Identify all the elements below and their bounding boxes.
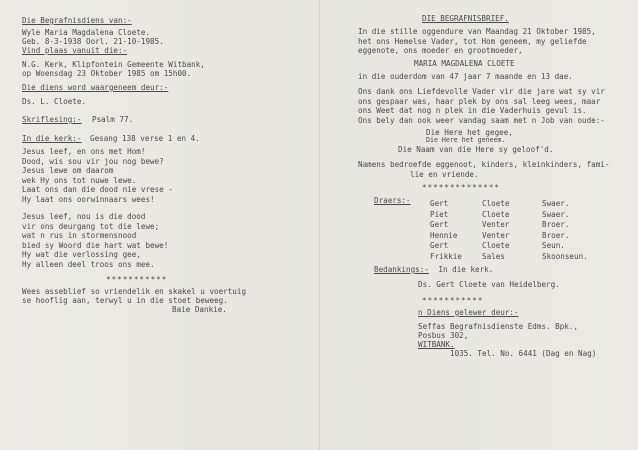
bearer-relation: Swaer. xyxy=(542,209,570,219)
table-row xyxy=(430,241,588,252)
job-line-3: Die Naam van die Here sy geloof'd. xyxy=(398,145,554,154)
verse-line: Hy laat ons oorwinnaars wees! xyxy=(22,194,155,204)
star-divider: ************** xyxy=(422,183,501,192)
bearer-relation: Swaer. xyxy=(542,199,570,208)
family-line-2: lie en vriende. xyxy=(410,170,479,179)
family-line-1: Namens bedroefde eggenoot, kinders, kleinkinders, fami- xyxy=(358,160,610,169)
paragraph-line: In die stille oggendure van Maandag 21 Oktober 1985, xyxy=(358,27,596,36)
paragraph-2 xyxy=(358,87,605,125)
bearer-relation: Seun. xyxy=(542,241,565,251)
service-heading: Die Begrafnisdiens van:- xyxy=(22,16,132,25)
letter-title: DIE BEGRAFNISBRIEF. xyxy=(422,14,509,23)
bearer-last: Cloete xyxy=(482,241,510,251)
star-divider: *********** xyxy=(106,275,168,284)
church-value: Gesang 138 verse 1 en 4. xyxy=(90,134,200,143)
deceased-name: MARIA MAGDALENA CLOETE xyxy=(414,59,515,68)
services-label: n Diens gelewer deur:- xyxy=(418,308,519,317)
bearer-first: Frikkie xyxy=(430,252,463,262)
verse-line: vir ons deurgang tot die lewe; xyxy=(22,221,160,231)
table-row xyxy=(430,220,588,231)
verse-line: Jesus leef, nou is die dood xyxy=(22,212,146,221)
verse-line: wek Hy ons tot nuwe lewe. xyxy=(22,175,137,185)
scripture-reading xyxy=(22,115,133,124)
table-row xyxy=(430,199,588,210)
verse-line: Jesus leef, en ons met Hom! xyxy=(22,147,146,156)
bearer-relation: Broer. xyxy=(542,230,570,240)
job-line-1: Die Here het gegee, xyxy=(426,128,513,137)
paragraph-1 xyxy=(358,27,596,56)
venue-line-2: op Woensdag 23 Oktober 1985 om 15h00. xyxy=(22,69,192,78)
verse-line: Hy alleen deel troos ons mee. xyxy=(22,259,155,269)
bearers-table xyxy=(430,199,588,263)
bearer-last: Cloete xyxy=(482,199,510,208)
verse-line: Laat ons dan die dood nie vrese - xyxy=(22,185,173,195)
thanks-row xyxy=(374,265,493,274)
scripture-value: Psalm 77. xyxy=(92,115,134,124)
paragraph-line: het ons Hemelse Vader, tot Hom geneem, my geliefde xyxy=(358,36,587,46)
closing-line-2: se hooflig aan, terwyl u in die stoet beweeg. xyxy=(22,296,228,305)
church-label: In die kerk:- xyxy=(22,134,82,143)
table-row xyxy=(430,231,588,242)
paragraph-line: ons gespaar was, haar plek by ons sal leeg wees, maar xyxy=(358,96,601,106)
services-line-3: WITBANK. xyxy=(418,340,455,349)
services-line-2: Posbus 302, xyxy=(418,331,469,340)
verse-line: wat n rus in stormensnood xyxy=(22,231,137,241)
bearer-last: Venter xyxy=(482,230,510,240)
verse-line: Hy wat die verlossing gee, xyxy=(22,250,141,260)
bearers-label: Draers:- xyxy=(374,196,411,205)
closing-line-1: Wees asseblief so vriendelik en skakel u voertuig xyxy=(22,287,247,296)
bearer-first: Gert xyxy=(430,241,449,251)
bearer-last: Cloete xyxy=(482,209,510,219)
bearer-relation: Broer. xyxy=(542,220,570,230)
paragraph-line: Ons bely dan ook weer vandag saam met n Job van oude:- xyxy=(358,115,605,125)
job-line-2: Die Here het geneem. xyxy=(426,136,506,144)
services-line-1: Seffas Begrafnisdienste Edms. Bpk., xyxy=(418,322,579,331)
bearer-last: Venter xyxy=(482,220,510,230)
scripture-label: Skriflesing:- xyxy=(22,115,82,124)
minister-name: Ds. L. Cloete. xyxy=(22,97,87,106)
star-divider: *********** xyxy=(422,296,484,305)
fold-line xyxy=(319,0,320,450)
paragraph-line: Ons dank ons Liefdevolle Vader vir die jare wat sy vir xyxy=(358,87,605,96)
venue-heading: Vind plaas vanuit die:- xyxy=(22,46,128,55)
paragraph-line: ons Weet dat nog n plek in die Vaderhuis gevul is. xyxy=(358,106,587,116)
thanks-by: Ds. Gert Cloete van Heidelberg. xyxy=(418,280,560,289)
verse-line: bied sy Woord die hart wat bewe! xyxy=(22,240,169,250)
age-line: in die ouderdom van 47 jaar 7 maande en 13 dae. xyxy=(358,72,573,81)
venue-line-1: N.G. Kerk, Klipfontein Gemeente Witbank, xyxy=(22,60,205,69)
dates-line: Geb. 8-3-1938 Oorl. 21-10-1985. xyxy=(22,37,164,46)
table-row xyxy=(430,210,588,221)
closing-thanks: Baie Dankie. xyxy=(172,305,227,314)
church-hymn xyxy=(22,134,200,143)
verse-line: Dood, wis sou vir jou nog bewe? xyxy=(22,156,164,166)
hymn-verse-1 xyxy=(22,147,173,205)
hymn-verse-2 xyxy=(22,212,168,270)
bearer-first: Gert xyxy=(430,199,449,208)
deceased-name-line: Wyle Maria Magdalena Cloete. xyxy=(22,28,151,37)
table-row xyxy=(430,252,588,263)
bearer-first: Piet xyxy=(430,209,449,219)
thanks-value: In die kerk. xyxy=(438,265,494,274)
bearer-first: Hennie xyxy=(430,230,458,240)
paragraph-line: eggenote, ons moeder en grootmoeder, xyxy=(358,46,523,56)
bearer-relation: Skoonseun. xyxy=(542,252,588,262)
bearer-last: Sales xyxy=(482,252,505,262)
minister-heading: Die diens word waargeneem deur:- xyxy=(22,83,169,92)
verse-line: Jesus lewe om daarom xyxy=(22,166,114,176)
services-line-4: 1035. Tel. No. 6441 (Dag en Nag) xyxy=(450,349,597,358)
bearer-first: Gert xyxy=(430,220,449,230)
thanks-label: Bedankings:- xyxy=(374,265,429,274)
